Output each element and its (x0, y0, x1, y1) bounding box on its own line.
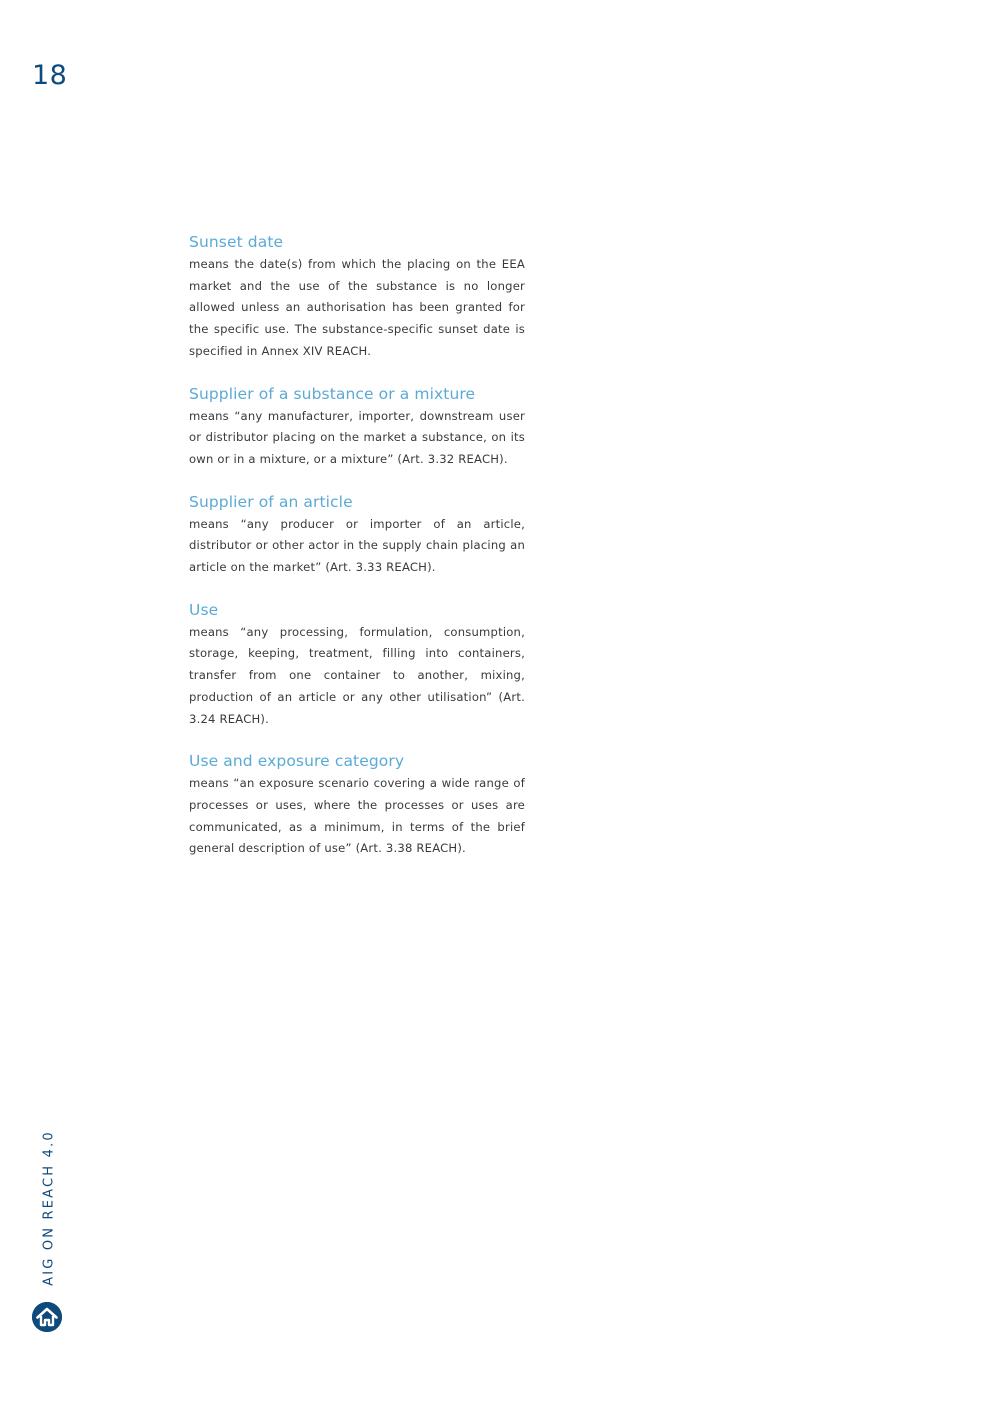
page-number: 18 (32, 60, 68, 91)
glossary-list (189, 231, 525, 880)
home-icon (32, 1302, 62, 1332)
glossary-definition: means “any processing, formulation, consumption, storage, keeping, treatment, filling into containers, transfer from one container to another, mixing, production of an article or any other utilisation” (Art. 3.24 REACH). (189, 624, 525, 726)
document-side-title: AIG ON REACH 4.0 (41, 1130, 57, 1286)
glossary-entry-supplier-substance-mixture (189, 383, 525, 471)
glossary-term: Supplier of a substance or a mixture (189, 384, 476, 403)
glossary-term: Use and exposure category (189, 752, 405, 771)
glossary-term: Supplier of an article (189, 492, 353, 511)
glossary-term: Use (189, 600, 219, 619)
home-button[interactable] (32, 1302, 62, 1332)
glossary-definition: means “any producer or importer of an article, distributor or other actor in the supply chain placing an article on the market” (Art. 3.33 REACH). (189, 516, 525, 575)
glossary-definition: means the date(s) from which the placing on the EEA market and the use of the substance is no longer allowed unless an authorisation has been granted for the specific use. The substance-specific sunset date is specified in Annex XIV REACH. (189, 257, 525, 358)
glossary-definition: means “an exposure scenario covering a wide range of processes or uses, where the processes or uses are communicated, as a minimum, in terms of the brief general description of use” (Art. 3.38 REACH). (189, 776, 525, 856)
glossary-entry-supplier-article (189, 491, 525, 579)
glossary-entry-use (189, 599, 525, 731)
glossary-definition: means “any manufacturer, importer, downstream user or distributor placing on the market a substance, on its own or in a mixture, or a mixture” (Art. 3.32 REACH). (189, 408, 525, 466)
glossary-entry-use-exposure-category (189, 750, 525, 860)
glossary-term: Sunset date (189, 233, 284, 251)
glossary-entry-sunset-date (189, 231, 525, 363)
